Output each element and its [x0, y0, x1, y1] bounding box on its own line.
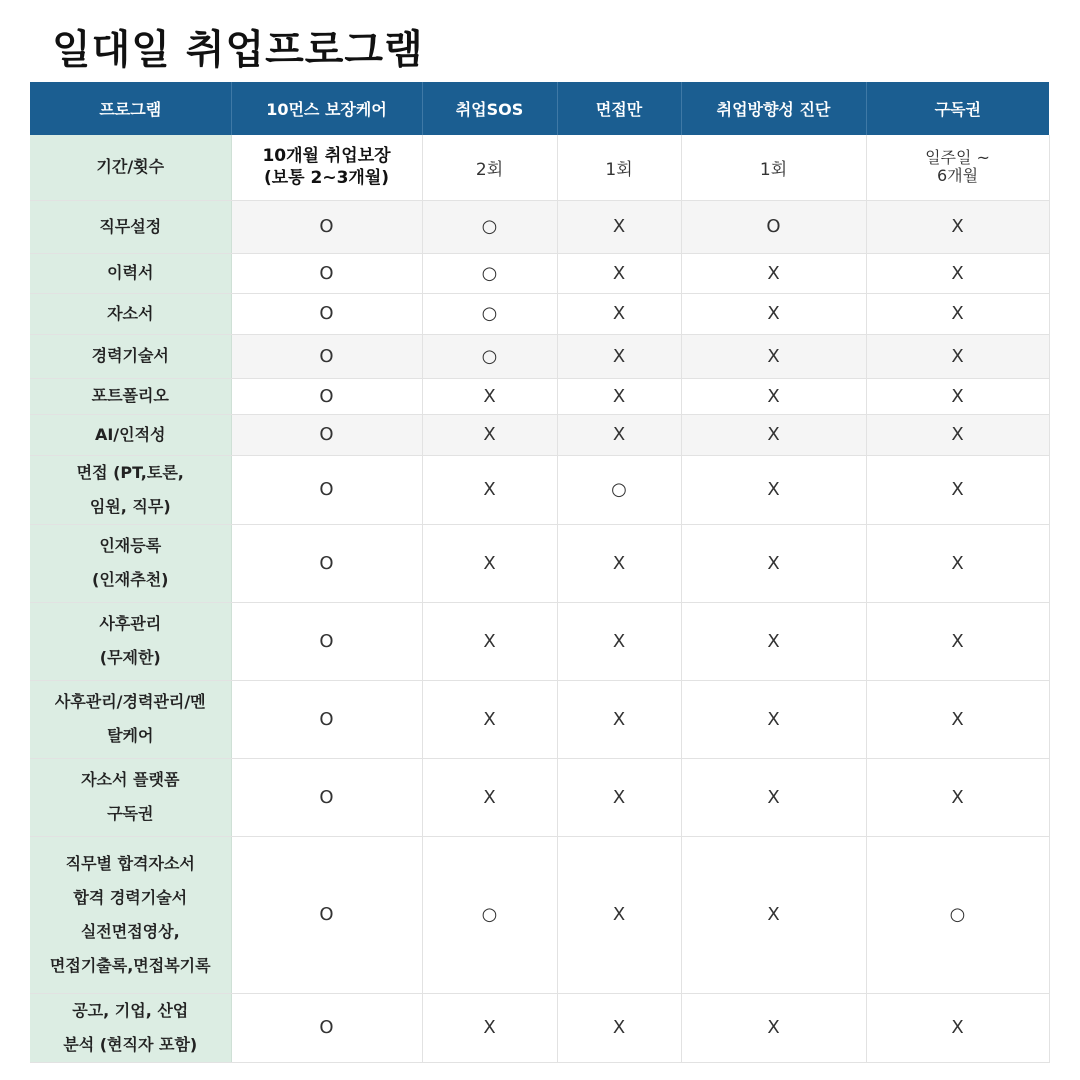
- program-comparison-table: [30, 82, 1050, 1063]
- table-row: [30, 993, 1049, 1062]
- header-career-diagnosis: 취업방향성 진단: [681, 82, 866, 135]
- table-row: [30, 253, 1049, 293]
- table-cell: X: [557, 253, 681, 293]
- table-row: [30, 836, 1049, 993]
- table-cell: O: [231, 253, 422, 293]
- table-row: [30, 680, 1049, 758]
- table-cell: X: [422, 680, 557, 758]
- table-cell: 1회: [681, 135, 866, 200]
- table-cell: X: [681, 414, 866, 455]
- table-cell: X: [681, 836, 866, 993]
- table-cell: X: [681, 378, 866, 414]
- header-job-sos: 취업SOS: [422, 82, 557, 135]
- table-cell: X: [866, 414, 1049, 455]
- page-title: 일대일 취업프로그램: [52, 27, 424, 73]
- table-cell: O: [231, 758, 422, 836]
- table-cell: X: [681, 253, 866, 293]
- table-cell: X: [866, 253, 1049, 293]
- table-cell: O: [231, 524, 422, 602]
- table-row: [30, 524, 1049, 602]
- table-row: [30, 602, 1049, 680]
- table-cell: O: [231, 836, 422, 993]
- row-label: 사후관리 (무제한): [30, 602, 231, 680]
- table-cell: O: [231, 602, 422, 680]
- table-cell: O: [231, 334, 422, 378]
- table-cell: X: [866, 455, 1049, 524]
- row-label: 직무설정: [30, 200, 231, 253]
- table-cell: 10개월 취업보장 (보통 2~3개월): [231, 135, 422, 200]
- table-row: [30, 758, 1049, 836]
- table-cell: O: [231, 680, 422, 758]
- row-label: 경력기술서: [30, 334, 231, 378]
- row-label: 자소서 플랫폼 구독권: [30, 758, 231, 836]
- row-label: 이력서: [30, 253, 231, 293]
- table-cell: X: [866, 378, 1049, 414]
- table-cell: X: [866, 680, 1049, 758]
- table-cell: X: [422, 758, 557, 836]
- table-cell: 1회: [557, 135, 681, 200]
- table-cell: X: [557, 680, 681, 758]
- table-cell: X: [681, 334, 866, 378]
- table-cell: ○: [422, 836, 557, 993]
- table-cell: ○: [557, 455, 681, 524]
- table-cell: 일주일 ~ 6개월: [866, 135, 1049, 200]
- table-cell: X: [557, 993, 681, 1062]
- table-cell: X: [866, 602, 1049, 680]
- table-cell: X: [681, 524, 866, 602]
- table-cell: X: [681, 758, 866, 836]
- row-label: AI/인적성: [30, 414, 231, 455]
- table-cell: O: [231, 455, 422, 524]
- table-cell: X: [681, 602, 866, 680]
- table-cell: X: [557, 414, 681, 455]
- table-cell: X: [557, 200, 681, 253]
- row-label: 포트폴리오: [30, 378, 231, 414]
- table-cell: ○: [422, 253, 557, 293]
- table-cell: X: [866, 993, 1049, 1062]
- table-cell: X: [557, 836, 681, 993]
- row-label: 공고, 기업, 산업 분석 (현직자 포함): [30, 993, 231, 1062]
- table-cell: X: [557, 758, 681, 836]
- table-cell: X: [557, 602, 681, 680]
- table-row: [30, 334, 1049, 378]
- header-subscription: 구독권: [866, 82, 1049, 135]
- table-cell: O: [231, 293, 422, 334]
- table-header-row: [30, 82, 1049, 135]
- table-cell: X: [866, 524, 1049, 602]
- header-program: 프로그램: [30, 82, 231, 135]
- table-cell: X: [866, 293, 1049, 334]
- table-cell: O: [231, 414, 422, 455]
- table-cell: X: [557, 378, 681, 414]
- table-cell: ○: [866, 836, 1049, 993]
- row-label: 기간/횟수: [30, 135, 231, 200]
- row-label: 인재등록 (인재추천): [30, 524, 231, 602]
- table-row: [30, 414, 1049, 455]
- table-cell: O: [231, 378, 422, 414]
- table-cell: X: [866, 758, 1049, 836]
- header-10months-care: 10먼스 보장케어: [231, 82, 422, 135]
- table-row: [30, 135, 1049, 200]
- table-cell: X: [557, 293, 681, 334]
- table-cell: X: [422, 414, 557, 455]
- header-interview-only: 면접만: [557, 82, 681, 135]
- table-cell: X: [422, 993, 557, 1062]
- table-cell: ○: [422, 200, 557, 253]
- table-cell: X: [557, 524, 681, 602]
- table-cell: X: [681, 455, 866, 524]
- table-cell: O: [231, 993, 422, 1062]
- row-label: 직무별 합격자소서 합격 경력기술서 실전면접영상, 면접기출록,면접복기록: [30, 836, 231, 993]
- table-row: [30, 455, 1049, 524]
- table-cell: X: [557, 334, 681, 378]
- table-cell: 2회: [422, 135, 557, 200]
- table-cell: X: [422, 602, 557, 680]
- row-label: 사후관리/경력관리/멘 탈케어: [30, 680, 231, 758]
- table-cell: X: [422, 524, 557, 602]
- table-cell: X: [866, 200, 1049, 253]
- table-cell: ○: [422, 293, 557, 334]
- table-cell: O: [231, 200, 422, 253]
- table-row: [30, 293, 1049, 334]
- table-row: [30, 200, 1049, 253]
- row-label: 면접 (PT,토론, 임원, 직무): [30, 455, 231, 524]
- table-row: [30, 378, 1049, 414]
- table-cell: O: [681, 200, 866, 253]
- table-cell: X: [681, 993, 866, 1062]
- table-cell: X: [866, 334, 1049, 378]
- table-cell: X: [422, 455, 557, 524]
- table-cell: X: [422, 378, 557, 414]
- table-cell: ○: [422, 334, 557, 378]
- table-cell: X: [681, 293, 866, 334]
- table-cell: X: [681, 680, 866, 758]
- row-label: 자소서: [30, 293, 231, 334]
